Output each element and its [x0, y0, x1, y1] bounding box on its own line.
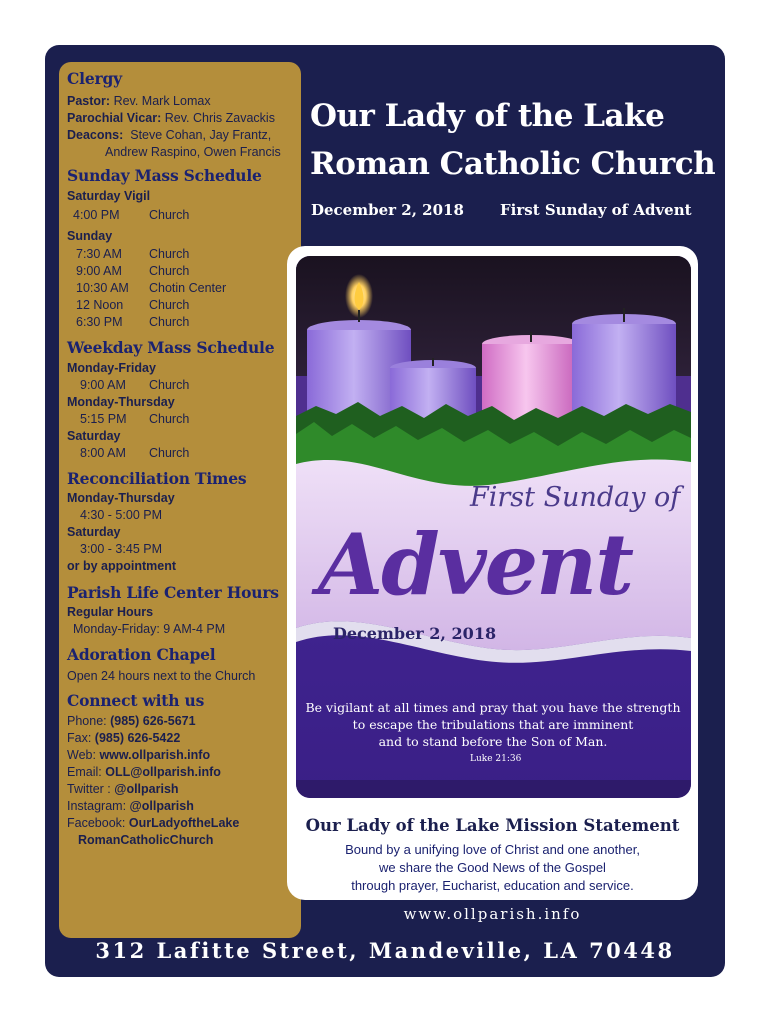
twitter-line: Twitter : @ollparish	[67, 782, 179, 796]
schedule-time: 5:15 PM	[80, 412, 127, 426]
phone-link[interactable]: (985) 626-5671	[110, 714, 196, 728]
fax-line: Fax: (985) 626-5422	[67, 731, 181, 745]
adoration-heading: Adoration Chapel	[67, 645, 216, 664]
weekday-label: Monday-Thursday	[67, 395, 175, 409]
reconciliation-heading: Reconciliation Times	[67, 469, 247, 488]
plc-heading: Parish Life Center Hours	[67, 583, 279, 602]
email-link[interactable]: OLL@ollparish.info	[105, 765, 221, 779]
facebook-link[interactable]: OurLadyoftheLake	[128, 816, 240, 830]
mission-line: through prayer, Eucharist, education and service.	[351, 878, 634, 893]
schedule-time: 8:00 AM	[80, 446, 126, 460]
schedule-place: Church	[149, 446, 190, 460]
email-line: Email: OLL@ollparish.info	[67, 765, 221, 779]
footer-website-link[interactable]: www.ollparish.info	[403, 905, 582, 923]
schedule-time: 12 Noon	[76, 298, 124, 312]
header-date: December 2, 2018	[311, 201, 464, 219]
instagram-line: Instagram: @ollparish	[67, 799, 194, 813]
schedule-place: Church	[149, 298, 190, 312]
quote-line-3: and to stand before the Son of Man.	[378, 734, 608, 749]
page-title-line-1: Our Lady of the Lake	[310, 98, 665, 134]
schedule-time: 4:00 PM	[73, 208, 120, 222]
mission-line: Bound by a unifying love of Christ and one another,	[345, 842, 640, 857]
website-link[interactable]: www.ollparish.info	[99, 748, 211, 762]
schedule-time: 6:30 PM	[76, 315, 123, 329]
vigil-label: Saturday Vigil	[67, 189, 151, 203]
footer-address: 312 Lafitte Street, Mandeville, LA 70448	[95, 938, 675, 963]
reconciliation-time: 3:00 - 3:45 PM	[80, 542, 162, 556]
vicar-line: Parochial Vicar: Rev. Chris Zavackis	[67, 111, 275, 125]
instagram-link[interactable]: @ollparish	[129, 799, 194, 813]
mission-line: we share the Good News of the Gospel	[379, 860, 606, 875]
banner-line-2: Advent	[318, 515, 633, 614]
schedule-place: Church	[149, 315, 190, 329]
adoration-text: Open 24 hours next to the Church	[67, 669, 256, 683]
reconciliation-appointment: or by appointment	[67, 559, 177, 573]
facebook-line-2: RomanCatholicChurch	[78, 833, 214, 847]
schedule-time: 7:30 AM	[76, 247, 122, 261]
deacons-line-2: Andrew Raspino, Owen Francis	[105, 145, 281, 159]
quote-citation: Luke 21:36	[470, 754, 522, 764]
reconciliation-label: Monday-Thursday	[67, 491, 175, 505]
schedule-time: 9:00 AM	[80, 378, 126, 392]
deacons-line: Deacons: Steve Cohan, Jay Frantz,	[67, 128, 272, 142]
weekday-label: Saturday	[67, 429, 121, 443]
schedule-place: Church	[149, 378, 190, 392]
schedule-time: 9:00 AM	[76, 264, 122, 278]
quote-line-2: to escape the tribulations that are imminent	[352, 717, 634, 732]
schedule-place: Church	[149, 208, 190, 222]
plc-hours: Monday-Friday: 9 AM-4 PM	[73, 622, 226, 636]
schedule-time: 10:30 AM	[76, 281, 129, 295]
pastor-line: Pastor: Rev. Mark Lomax	[67, 94, 211, 108]
weekday-mass-heading: Weekday Mass Schedule	[67, 338, 275, 357]
header-occasion: First Sunday of Advent	[500, 201, 692, 219]
artwork-date: December 2, 2018	[333, 624, 497, 643]
twitter-link[interactable]: @ollparish	[114, 782, 179, 796]
schedule-place: Chotin Center	[149, 281, 227, 295]
page-title-line-2: Roman Catholic Church	[310, 146, 716, 182]
connect-heading: Connect with us	[67, 691, 205, 710]
sunday-mass-heading: Sunday Mass Schedule	[67, 166, 262, 185]
plc-label: Regular Hours	[67, 605, 154, 619]
mission-heading: Our Lady of the Lake Mission Statement	[305, 816, 680, 835]
banner-line-1: First Sunday of	[470, 482, 681, 513]
schedule-place: Church	[149, 247, 190, 261]
facebook-line: Facebook: OurLadyoftheLake	[67, 816, 240, 830]
weekday-label: Monday-Friday	[67, 361, 156, 375]
schedule-place: Church	[149, 264, 190, 278]
quote-line-1: Be vigilant at all times and pray that you have the strength	[305, 700, 681, 715]
reconciliation-time: 4:30 - 5:00 PM	[80, 508, 162, 522]
clergy-heading: Clergy	[67, 69, 122, 88]
reconciliation-label: Saturday	[67, 525, 121, 539]
phone-line: Phone: (985) 626-5671	[67, 714, 196, 728]
schedule-place: Church	[149, 412, 190, 426]
web-line: Web: www.ollparish.info	[67, 748, 211, 762]
sunday-label: Sunday	[67, 229, 113, 243]
